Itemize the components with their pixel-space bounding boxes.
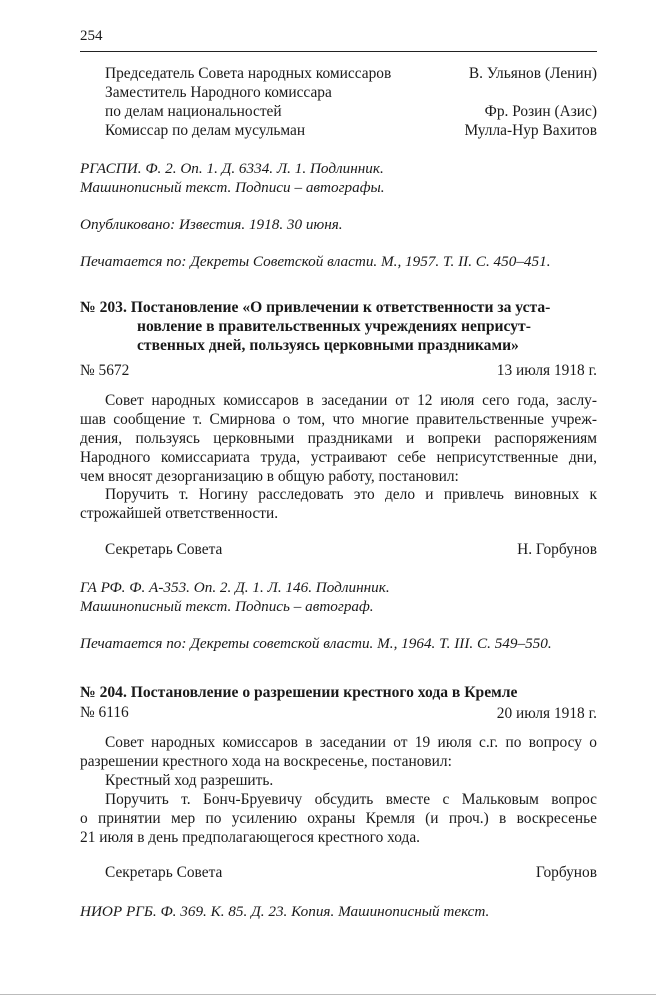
body-line: о принятии мер по усилению охраны Кремля (и проч.) в воскресенье: [80, 810, 597, 827]
body-line: Совет народных комиссаров в заседании от 19 июля с.г. по вопросу о: [105, 734, 597, 751]
signer-name: Н. Горбунов: [517, 541, 597, 558]
printed-note: Печатается по: Декреты Советской власти. М., 1957. Т. II. С. 450–451.: [80, 253, 551, 270]
doc-heading: № 204. Постановление о разрешении крестного хода в Кремле: [80, 684, 518, 701]
body-line: Поручить т. Бонч-Бруевичу обсудить вместе с Мальковым вопрос: [105, 791, 597, 808]
signer-title: Секретарь Совета: [105, 864, 223, 881]
archive-source: Машинописный текст. Подписи – автографы.: [80, 179, 385, 196]
body-line: дения, пользуясь церковными праздниками и вопреки распоряжениям: [80, 430, 597, 447]
doc-number: № 6116: [80, 704, 129, 721]
archive-source: Машинописный текст. Подпись – автограф.: [80, 598, 374, 615]
signature-name: В. Ульянов (Ленин): [468, 65, 597, 82]
doc-heading: новление в правительственных учреждениях неприсут-: [137, 318, 531, 335]
body-line: чем вносят дезорганизацию в общую работу, постановил:: [80, 468, 459, 485]
body-line: 21 июля в день предполагающегося крестного хода.: [80, 829, 421, 846]
printed-note: Печатается по: Декреты советской власти. М., 1964. Т. III. С. 549–550.: [80, 635, 552, 652]
body-line: разрешении крестного хода на воскресенье, постановил:: [80, 753, 452, 770]
body-line: Совет народных комиссаров в заседании от 12 июля сего года, заслу-: [105, 392, 597, 409]
body-line: строжайшей ответственности.: [80, 505, 279, 522]
body-line: Поручить т. Ногину расследовать это дело и привлечь виновных к: [105, 486, 597, 503]
body-line: Крестный ход разрешить.: [105, 772, 274, 789]
doc-heading: № 203. Постановление «О привлечении к ответственности за уста-: [80, 299, 551, 316]
published-note: Опубликовано: Известия. 1918. 30 июня.: [80, 216, 343, 233]
signature-name: Мулла-Нур Вахитов: [464, 122, 597, 139]
header-rule: [80, 51, 597, 52]
signature-title: Заместитель Народного комиссара: [105, 84, 332, 101]
archive-source: РГАСПИ. Ф. 2. Оп. 1. Д. 6334. Л. 1. Подлинник.: [80, 160, 384, 177]
signature-name: Фр. Розин (Азис): [484, 103, 597, 120]
doc-date: 20 июля 1918 г.: [496, 705, 597, 722]
archive-source: ГА РФ. Ф. А-353. Оп. 2. Д. 1. Л. 146. Подлинник.: [80, 579, 390, 596]
signature-title: Председатель Совета народных комиссаров: [105, 65, 392, 82]
page-bottom-edge: [0, 994, 656, 995]
body-line: шав сообщение т. Смирнова о том, что многие правительственные учреж-: [80, 411, 597, 428]
archive-source: НИОР РГБ. Ф. 369. К. 85. Д. 23. Копия. Машинописный текст.: [80, 903, 490, 920]
signer-name: Горбунов: [535, 864, 597, 881]
signer-title: Секретарь Совета: [105, 541, 223, 558]
doc-date: 13 июля 1918 г.: [496, 362, 597, 379]
doc-heading: ственных дней, пользуясь церковными праздниками»: [137, 337, 519, 354]
body-line: Народного комиссариата труда, устраивают себе неприсутственные дни,: [80, 449, 597, 466]
signature-title: Комиссар по делам мусульман: [105, 122, 306, 139]
signature-title: по делам национальностей: [105, 103, 282, 120]
page-number: 254: [80, 28, 103, 44]
doc-number: № 5672: [80, 362, 130, 379]
